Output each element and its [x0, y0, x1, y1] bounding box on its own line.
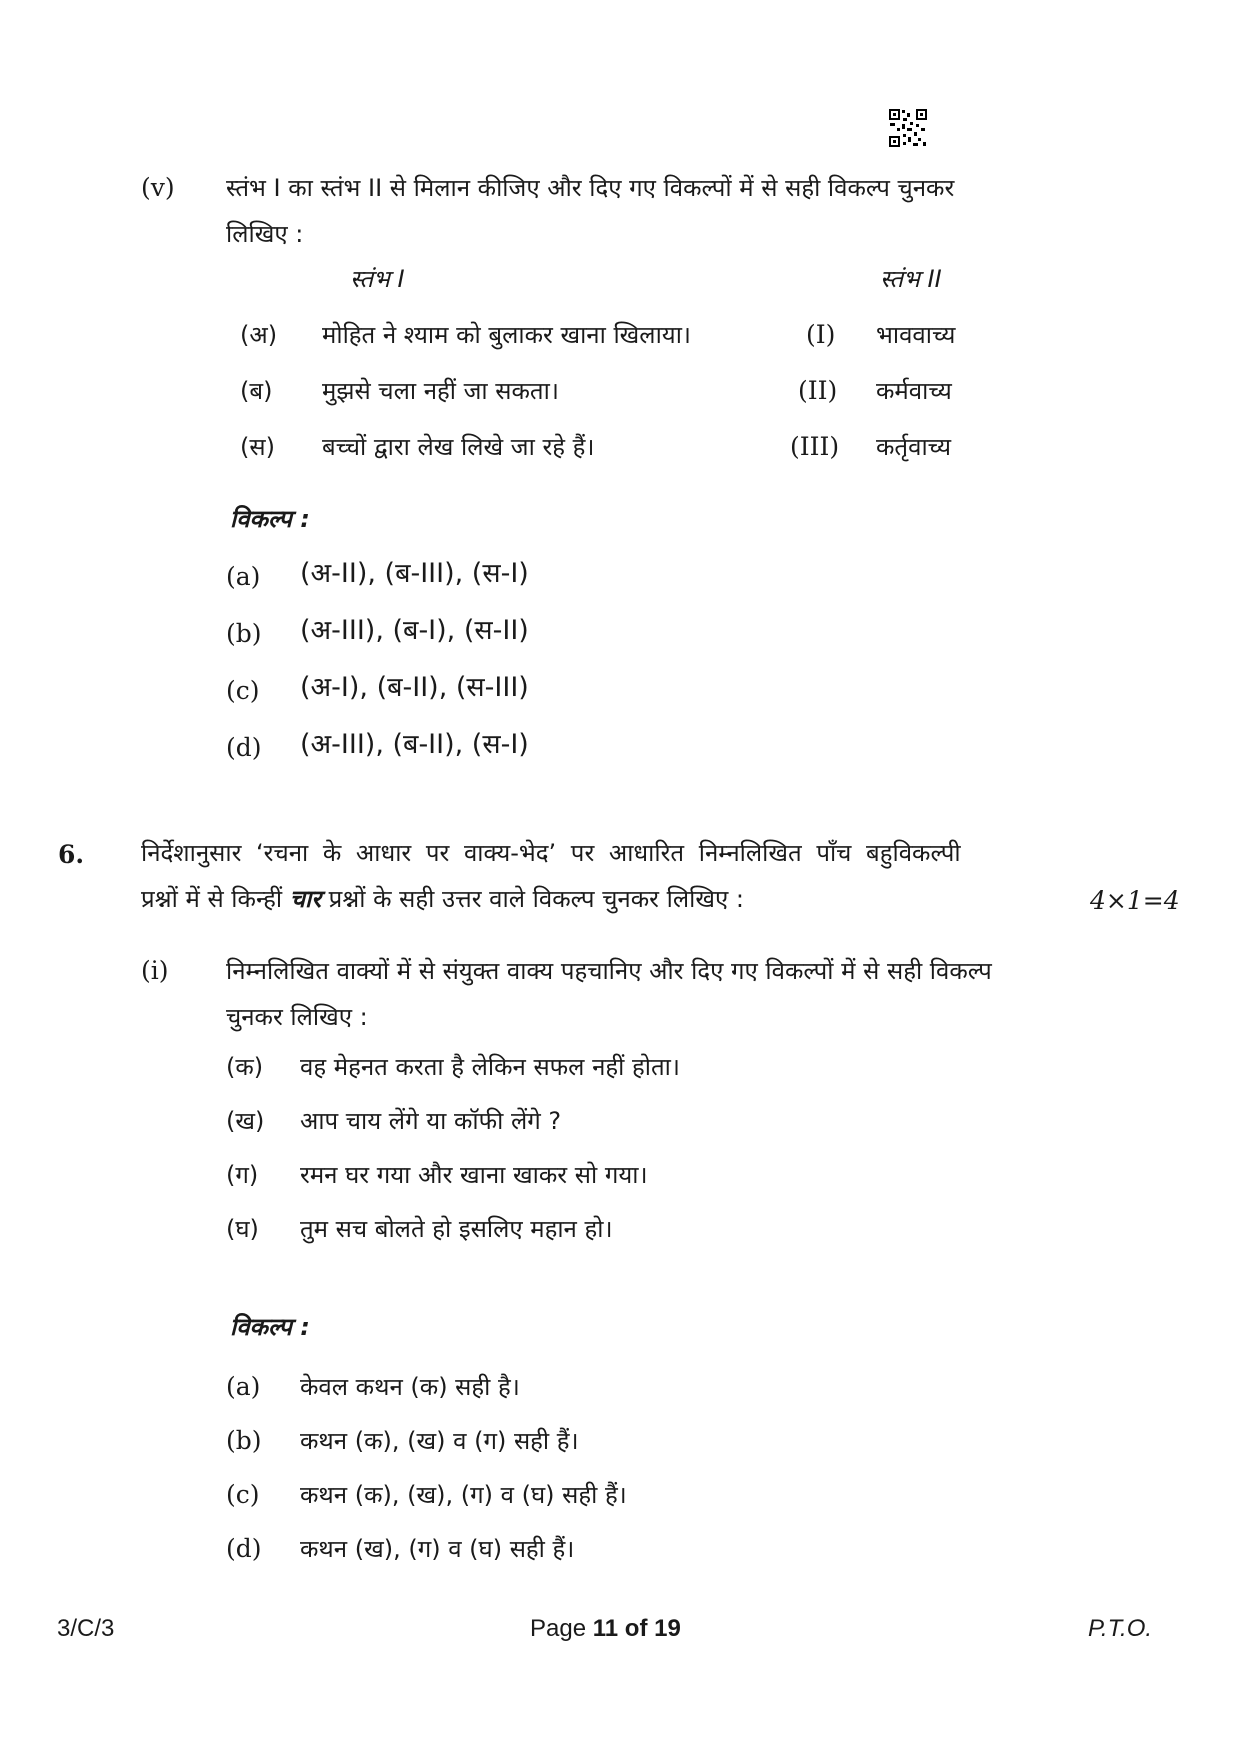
option-text: कथन (क), (ख), (ग) व (घ) सही हैं।: [300, 1481, 627, 1509]
match-left-label: (अ): [240, 321, 278, 349]
option-text: (अ-II), (ब-III), (स-I): [300, 558, 529, 589]
match-right-label: (III): [790, 432, 840, 461]
option-text: (अ-III), (ब-I), (स-II): [300, 615, 529, 646]
statement-label: (ग): [226, 1161, 259, 1189]
match-left-text: मुझसे चला नहीं जा सकता।: [322, 377, 559, 405]
option-label: (c): [226, 1480, 260, 1509]
question-intro-line1: निर्देशानुसार ‘रचना के आधार पर वाक्य-भेद’ पर आधारित निम्नलिखित पाँच बहुविकल्पी: [141, 839, 961, 867]
match-right-text: कर्तृवाच्य: [876, 433, 952, 461]
statement-text: आप चाय लेंगे या कॉफी लेंगे ?: [300, 1107, 562, 1135]
statement-text: वह मेहनत करता है लेकिन सफल नहीं होता।: [300, 1053, 680, 1081]
qr-code-icon: [888, 108, 928, 148]
option-label: (b): [226, 619, 262, 648]
paper-code: 3/C/3: [57, 1615, 115, 1642]
page-prefix: Page: [530, 1615, 587, 1642]
option-label: (d): [226, 733, 262, 762]
match-left-label: (स): [240, 433, 275, 461]
page-number: [530, 1614, 681, 1644]
option-text: केवल कथन (क) सही है।: [300, 1373, 520, 1401]
page-of: of: [624, 1615, 648, 1642]
intro-text: प्रश्नों के सही उत्तर वाले विकल्प चुनकर लिखिए :: [328, 885, 744, 913]
column-2-header: स्तंभ II: [880, 265, 942, 293]
options-heading: विकल्प :: [230, 1313, 310, 1341]
statement-text: तुम सच बोलते हो इसलिए महान हो।: [300, 1215, 613, 1243]
option-label: (b): [226, 1426, 262, 1455]
option-text: (अ-III), (ब-II), (स-I): [300, 729, 529, 760]
marks: 4×1=4: [1090, 886, 1180, 915]
question-number: (v): [141, 173, 175, 202]
question-stem-line2: चुनकर लिखिए :: [226, 1003, 368, 1031]
question-intro-line2: [141, 882, 744, 916]
option-text: (अ-I), (ब-II), (स-III): [300, 672, 529, 703]
pto: P.T.O.: [1088, 1615, 1153, 1642]
intro-text: प्रश्नों में से किन्हीं: [141, 885, 283, 913]
option-text: कथन (ख), (ग) व (घ) सही हैं।: [300, 1535, 575, 1563]
question-stem-line2: लिखिए :: [226, 220, 304, 248]
question-number: (i): [141, 956, 169, 985]
statement-label: (क): [226, 1053, 264, 1081]
option-label: (a): [226, 562, 261, 591]
option-label: (c): [226, 676, 260, 705]
page-current: 11: [592, 1615, 619, 1642]
options-heading: विकल्प :: [230, 505, 310, 533]
match-left-text: मोहित ने श्याम को बुलाकर खाना खिलाया।: [322, 321, 692, 349]
option-label: (a): [226, 1372, 261, 1401]
option-text: कथन (क), (ख) व (ग) सही हैं।: [300, 1427, 579, 1455]
question-stem-line1: निम्नलिखित वाक्यों में से संयुक्त वाक्य पहचानिए और दिए गए विकल्पों में से सही विकल्प: [226, 957, 992, 985]
column-1-header: स्तंभ I: [350, 265, 405, 293]
statement-label: (घ): [226, 1215, 259, 1243]
match-right-label: (II): [798, 376, 838, 405]
match-right-text: कर्मवाच्य: [876, 377, 952, 405]
option-label: (d): [226, 1534, 262, 1563]
intro-emphasis: चार: [289, 885, 322, 913]
question-stem-line1: स्तंभ I का स्तंभ II से मिलान कीजिए और दिए गए विकल्पों में से सही विकल्प चुनकर: [226, 174, 955, 202]
statement-label: (ख): [226, 1107, 265, 1135]
page-total: 19: [654, 1615, 681, 1642]
match-right-label: (I): [806, 320, 836, 349]
match-right-text: भाववाच्य: [876, 321, 956, 349]
match-left-text: बच्चों द्वारा लेख लिखे जा रहे हैं।: [322, 433, 595, 461]
question-number: 6.: [58, 840, 85, 869]
statement-text: रमन घर गया और खाना खाकर सो गया।: [300, 1161, 648, 1189]
match-left-label: (ब): [240, 377, 273, 405]
